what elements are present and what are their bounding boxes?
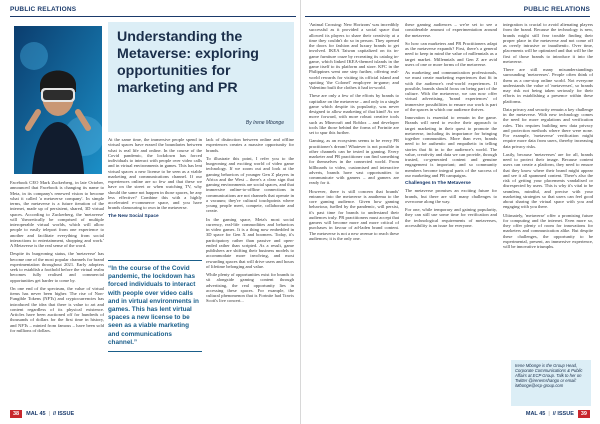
header-rule	[10, 16, 296, 17]
vr-user-illustration	[14, 26, 102, 174]
column-2	[108, 137, 202, 257]
paragraph: While plenty of opportunities exist for brands to sit alongside gaming content through advertising, the real opportunity lies in accessing these spaces. For example, the cultural phenomenon that is Fortnite had Travis Scott's live concert...	[206, 272, 294, 304]
paragraph: Ultimately, 'metaverse' offer a promising future for computing and the internet. Even more so, they offer plenty of room for innovations for marketers and communication alike. But despite these challenges, the opportunity to be experimental, present, an immersive experience, will be innovative triumphs.	[503, 212, 593, 249]
section-tag: PUBLIC RELATIONS	[523, 6, 590, 13]
paragraph: However, there is still concern that brands' entrance into the metaverse is anathema to the core gaming audience. Given how gaming behaviour, fuelled by the pandemic, will persist, it's past time for brands to understand their audiences truly. PR practitioners must accept that gamers will become more and more critical of purchases in favour of ad-laden brand content. The metaverse is not a new avenue to reach these audiences; it is the only one.	[309, 188, 399, 241]
paragraph: Despite its burgeoning status, the 'metaverse' has become one of the most popular channels for brand experimentation throughout 2021. Early adopters seek to establish a foothold before the virtual realm becomes fully realised and commercial opportunities get harder to come by.	[10, 251, 104, 283]
paragraph: Innovation is essential to remain in the game. Brands will need to evolve their approach to target marketing in their quest to promote the metaverse, including its importance for bringing together communities. More than ever, brands need to be authentic and empathetic in telling stories that fit in to the audience's world. The value, creativity and data we can provide, through trusted, co-generated content and genuine engagement is important; and so community members become integral parts of the success of our marketing and PR campaigns.	[405, 115, 497, 178]
subheading: The New Social Space	[108, 213, 159, 219]
subheading: Challenges In The Metaverse	[405, 181, 471, 186]
paragraph: Facebook CEO Mark Zuckerberg, in late October, announced that Facebook is changing its name to Meta, in its company's renewed vision to become what it called 'a metaverse company'. In simple terms, the metaverse is a future iteration of the internet, made up of persistent, shared, 3D virtual spaces. According to Zuckerberg, the 'metaverse' will 'theoretically be comprised of multiple interoperable virtual worlds, which will allow people to easily teleport from one experience to another and facilitate everything from social interactions to entertainment, shopping and work.' A Metaverse is the real sense of the word.	[10, 180, 104, 248]
right-page	[300, 0, 600, 424]
column-4	[309, 22, 399, 407]
page-number: 38	[10, 410, 22, 418]
author-bio: Irene Mbonge is the Group Head, Corporate Communications & Public Affairs at ECP Group. Talk to her on Twitter @irenemshango or email: iMbonge@ecp-group.com	[511, 360, 591, 406]
page-footer: MAL 45 | // ISSUE 39	[526, 410, 590, 418]
paragraph: The metaverse promises an exciting future for brands, but there are still many challenges to overcome along the way.	[405, 188, 497, 204]
issue-label: // ISSUE	[552, 411, 574, 417]
paragraph: Data privacy and security remain a key challenge in the metaverse. With new technology comes the need for more regulations and verification rules. This requires building new data privacy and protection methods where there were none. For example, 'metaverse' verification might require more data from users, thereby increasing data privacy risks.	[503, 106, 593, 149]
paragraph: In the gaming space, Meta's most social currency, real-life commodities and behaviors in video games. It is a thing now embedded in 3D space for Gen X and boomers. Today, it's participatory rather than passive and open-ended rather than scripted. As a result, game publishers are shifting their business models to accommodate more involving, and most rewarding spaces that will drive users and hours of lifetime belonging and value.	[206, 216, 294, 269]
paragraph: these gaming audiences – we're set to see a considerable amount of experimentation around the metaverse.	[405, 22, 497, 38]
article-title-box	[108, 22, 294, 132]
paragraph: Lastly, because 'metaverses' are for all, brands need to protect their image. Because content users can create a platform, they need to ensure that they know where their brand might appear and see it all spammed content. There's also the risk of getting your placements vandalised or disrespected by users. This is why it's vital to be seamless, mindful, and precise with your marketing strategies so that users can feel good about sharing the virtual space with you and engaging with you there.	[503, 151, 593, 210]
column-1	[10, 180, 104, 405]
column-5	[405, 22, 497, 407]
header-rule	[305, 16, 590, 17]
paragraph: So how can marketers and PR Practitioners adapt as the metaverse expands? First, there's a general need to keep in mind the value of millennials as a target market. Millennials and Gen Z are avid users of one or more forms of the metaverse.	[405, 40, 497, 67]
paragraph: As marketing and communication professionals, we must create marketing experiences that fit in with the audience's real-world experiences. If possible, brands should focus on being part of the culture. With the metaverse, we can now offer virtual advertising, 'brand experiences' of immersive possibilities to ensure our work is part of the spaces in which our audience thrives.	[405, 70, 497, 112]
article-author: By Irene Mbonge	[245, 120, 284, 126]
paragraph: There are still many misunderstandings surrounding 'metaverses'. People often think of them as a one-stop online world. Not everyone understands the value of 'metaverses', so brands may risk not being taken seriously for their efforts in establishing a presence within these platforms.	[503, 67, 593, 104]
paragraph: At the same time, the immersive people spend in virtual spaces have erased the boundaries between what is real life and online. In the course of the Covid pandemic, the lockdown has forced individuals to interact with people over video calls and in virtual environments in games. This has lent virtual spaces a new license to be seen as a viable marketing and communications channel. If our experiences online are so few and that these we have on the street or when watching TV, why should the same not happen in those spaces, be any less effective? Combine this with a highly accelerated e-commerce space, and you have brands clamouring to own in the metaverse.	[108, 137, 202, 211]
article-title: Understanding the Metaverse: exploring opportunities for marketing and PR	[117, 29, 259, 96]
hero-photo	[14, 26, 102, 174]
paragraph: To illustrate this point, I refer you to the burgeoning and exciting world of video game technology. If we zoom out and look at the gaming behaviors of younger Gen Z players in Africa and the West – there's a clear sign that gaming environments are social spaces, and that immersive online-to-offline connections in communications are not channels that operate in a vacuum; they're cultural touchpoints where young people meet, compete, collaborate and create.	[206, 155, 294, 214]
publication-name: MAL 45	[525, 411, 546, 417]
page-number: 39	[578, 410, 590, 418]
section-tag: PUBLIC RELATIONS	[10, 6, 77, 13]
paragraph: Gaming, as an ecosystem seems to be every PR practitioner's dream! Whatever is not possible in other channels can be tested in gaming. Every marketer and PR practitioner can find something for themselves in the connected world. From billboards to video, customised and interactive adverts, brands have vast opportunities to communicate with gamers – and gamers are ready for it.	[309, 138, 399, 186]
paragraph: On one end of the spectrum, the value of virtual items has never been higher. The rise of Non-Fungible Tokens (NFTs) and cryptocurrencies has introduced the idea that there is value to art and content regardless of its physical existence. Articles have been auctioned off for hundreds of thousands of dollars for the first time in history, and NFTs – minted from famous – have been sold for millions of dollars.	[10, 285, 104, 333]
paragraph: lack of distinction between online and offline experiences creates a massive opportunity for brands.	[206, 137, 294, 153]
paragraph: integration is crucial to avoid alienating players from the brand. Because the technology is new, brands might still fear trouble finding their proper place in the metaverse and not come off as overly intrusive or inauthentic. Over time, placements will be optimized and that will be the first of those brands to introduce it into the metaverse.	[503, 22, 593, 64]
publication-name: MAL 45	[26, 411, 46, 417]
page-footer: 38 MAL 45 | // ISSUE	[10, 410, 74, 418]
column-3	[206, 137, 294, 405]
pull-quote: “In the course of the Covid pandemic, the lockdown has forced individuals to interact with people over video calls and in virtual environments in games. This has lent virtual spaces a new license to be seen as a viable marketing and communications channel.”	[108, 260, 202, 352]
paragraph: These are only a few of the efforts by brands to capitalize on the metaverse – and only in a single game which despite its popularity, was never designed to allow marketing of that kind! As we move forward, with more robust creative tools such as Minecraft and Roblox – and developer tools like those behind the forms of Fortnite are set to spur this further.	[309, 93, 399, 135]
issue-label: // ISSUE	[53, 411, 75, 417]
paragraph: For one, while temporary and gaining popularity, they can still use some time for verification and the technological requirements of metaverses, accessibility is an issue for everyone.	[405, 207, 497, 228]
column-6	[503, 22, 593, 356]
paragraph: 'Animal Crossing: New Horizons' was incredibly successful as it provided a social space that allowed its players to share their creativity at a time they couldn't do so in person. They opened the doors for fashion and luxury brands to get involved. IKEA Taiwan capitalized on its in-game furniture craze by recreating its catalog in-game, which linked IKEA-themed islands in the game itself to its platform and store. KFC in the Philippines went one step further, offering real-world rewards for visiting its official island and spotting 'the Colonel' employee in-game; and Valentino built the clothes it had in-world.	[309, 22, 399, 90]
